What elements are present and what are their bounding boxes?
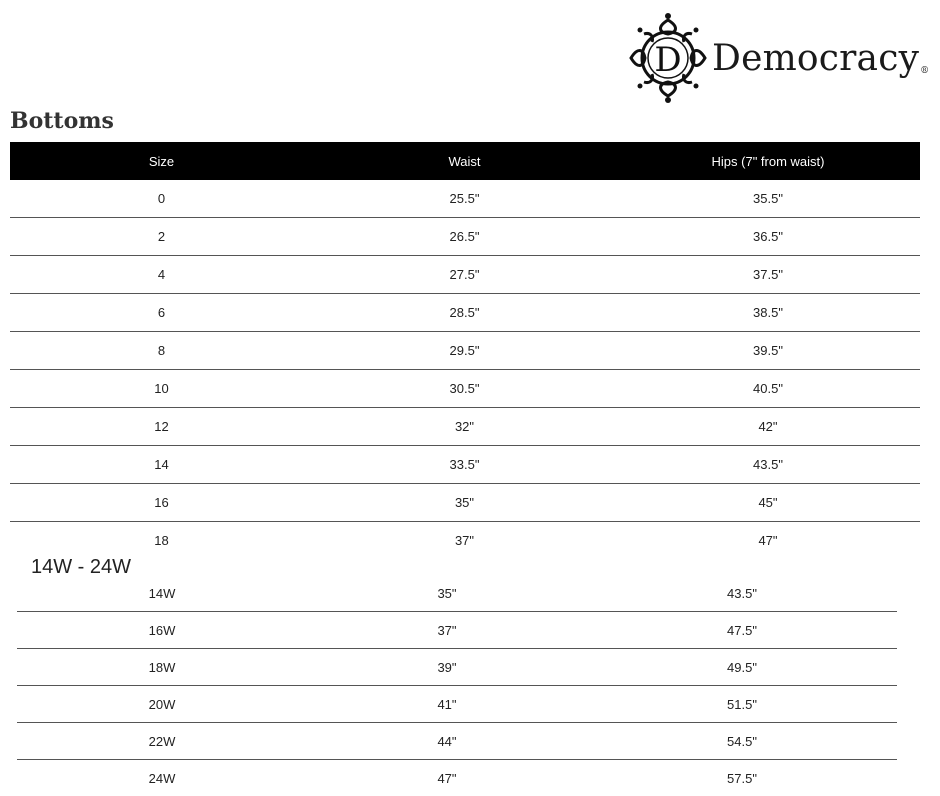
cell-size: 10 bbox=[154, 381, 169, 396]
table-row bbox=[10, 294, 920, 332]
cell-waist: 41" bbox=[437, 696, 457, 712]
cell-hips: 54.5" bbox=[727, 733, 757, 749]
header-size: Size bbox=[148, 153, 175, 169]
table-row bbox=[10, 180, 920, 218]
table-row bbox=[10, 332, 920, 370]
plus-size-title: 14W - 24W bbox=[31, 556, 132, 578]
cell-waist: 26.5" bbox=[449, 229, 480, 244]
table-row bbox=[17, 575, 897, 612]
cell-hips: 42" bbox=[758, 419, 778, 434]
table-row bbox=[10, 408, 920, 446]
table-header bbox=[10, 142, 920, 180]
brand-name: Democracy® bbox=[712, 38, 930, 79]
cell-waist: 35" bbox=[454, 495, 475, 510]
header-hips: Hips (7" from waist) bbox=[711, 153, 825, 169]
plus-size-table bbox=[17, 575, 897, 796]
cell-waist: 44" bbox=[437, 733, 457, 749]
cell-size: 22W bbox=[148, 733, 176, 749]
cell-hips: 49.5" bbox=[727, 659, 757, 675]
table-row bbox=[10, 522, 920, 559]
cell-hips: 43.5" bbox=[753, 457, 783, 472]
cell-hips: 43.5" bbox=[727, 585, 757, 601]
cell-size: 8 bbox=[157, 343, 166, 358]
cell-waist: 35" bbox=[437, 585, 457, 601]
cell-waist: 47" bbox=[437, 770, 457, 786]
table-row bbox=[10, 484, 920, 522]
cell-hips: 40.5" bbox=[753, 381, 783, 396]
table-row bbox=[17, 723, 897, 760]
cell-size: 20W bbox=[148, 696, 176, 712]
table-row bbox=[10, 446, 920, 484]
cell-size: 16W bbox=[148, 622, 176, 638]
cell-hips: 57.5" bbox=[727, 770, 757, 786]
cell-size: 2 bbox=[157, 229, 166, 244]
cell-hips: 51.5" bbox=[727, 696, 757, 712]
cell-waist: 30.5" bbox=[449, 381, 480, 396]
brand-logo bbox=[628, 12, 930, 104]
table-row bbox=[10, 256, 920, 294]
table-row bbox=[10, 218, 920, 256]
svg-text:D: D bbox=[654, 40, 682, 80]
cell-size: 18 bbox=[154, 533, 169, 548]
cell-waist: 28.5" bbox=[449, 305, 480, 320]
cell-waist: 37" bbox=[454, 533, 475, 548]
registered-mark: ® bbox=[920, 66, 930, 76]
cell-size: 14 bbox=[154, 457, 169, 472]
cell-waist: 39" bbox=[437, 659, 457, 675]
table-row bbox=[17, 760, 897, 796]
cell-hips: 47.5" bbox=[727, 622, 757, 638]
cell-hips: 47" bbox=[758, 533, 778, 548]
cell-hips: 38.5" bbox=[753, 305, 783, 320]
cell-hips: 36.5" bbox=[753, 229, 783, 244]
cell-waist: 27.5" bbox=[449, 267, 480, 282]
size-chart-table bbox=[10, 142, 920, 559]
section-title: Bottoms bbox=[10, 108, 114, 134]
cell-waist: 32" bbox=[454, 419, 475, 434]
cell-hips: 39.5" bbox=[753, 343, 783, 358]
cell-waist: 25.5" bbox=[449, 191, 480, 206]
cell-waist: 37" bbox=[437, 622, 457, 638]
cell-hips: 35.5" bbox=[753, 191, 783, 206]
header-waist: Waist bbox=[448, 153, 481, 169]
cell-size: 14W bbox=[148, 585, 176, 601]
table-row bbox=[10, 370, 920, 408]
cell-hips: 45" bbox=[758, 495, 778, 510]
cell-size: 12 bbox=[154, 419, 169, 434]
cell-size: 16 bbox=[154, 495, 169, 510]
cell-waist: 33.5" bbox=[449, 457, 480, 472]
cell-size: 4 bbox=[157, 267, 166, 282]
ornament-emblem-icon bbox=[628, 12, 710, 104]
cell-size: 0 bbox=[157, 191, 166, 206]
cell-waist: 29.5" bbox=[449, 343, 480, 358]
table-row bbox=[17, 649, 897, 686]
table-row bbox=[17, 686, 897, 723]
cell-size: 6 bbox=[157, 305, 166, 320]
cell-size: 24W bbox=[148, 770, 176, 786]
cell-hips: 37.5" bbox=[753, 267, 783, 282]
cell-size: 18W bbox=[148, 659, 176, 675]
table-row bbox=[17, 612, 897, 649]
